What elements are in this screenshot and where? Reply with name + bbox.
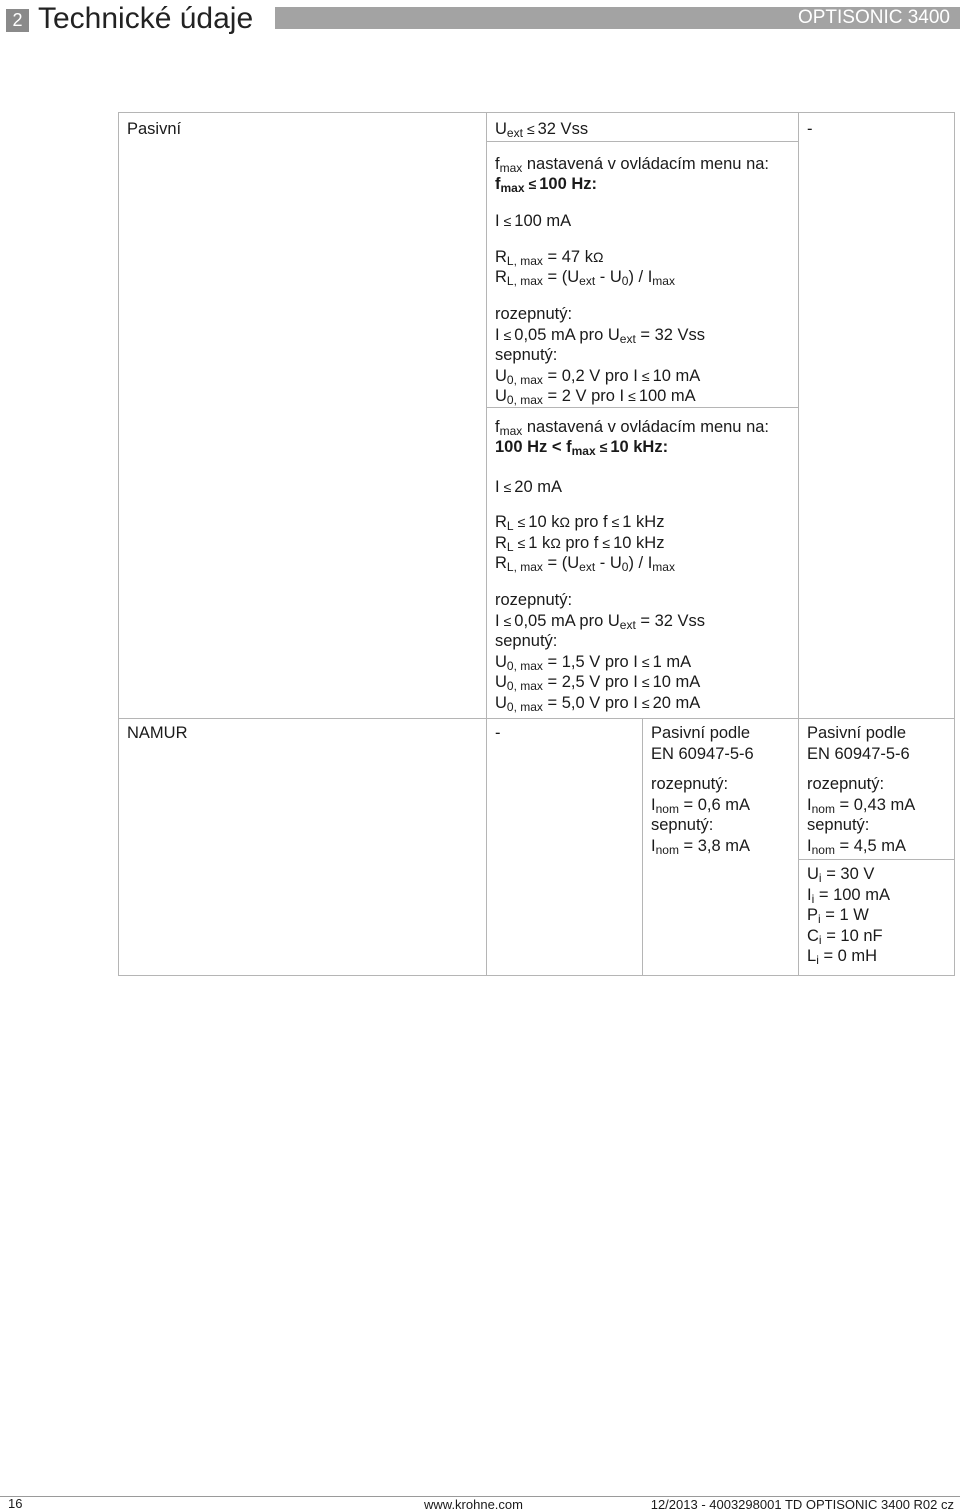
rl-block-1: $R_{L, max} = 47$ kΩ $R_{L, max} = (U_{ext} - U_0) / I_{max}$ [495, 248, 675, 288]
col-divider-2 [642, 718, 643, 976]
chapter-title: Technické údaje [38, 2, 254, 35]
uext-limit: $U_{ext} \le 32$ Vss [495, 120, 589, 140]
page-number: 16 [8, 1496, 23, 1511]
namur-col4-currents: rozepnutý: $I_{nom} = 0,43$ mA sepnutý: $I_{nom} = 4,5$ mA [807, 775, 916, 857]
row-label-namur: NAMUR [127, 724, 188, 742]
col-divider-1 [486, 113, 487, 976]
chapter-number: 2 [6, 9, 29, 32]
namur-col3-currents: rozepnutý: $I_{nom} = 0,6$ mA sepnutý: $I_{nom} = 3,8$ mA [651, 775, 751, 857]
namur-pulse-output: - [495, 724, 501, 742]
product-name: OPTISONIC 3400 [797, 7, 950, 28]
row-label-pasivni: Pasivní [127, 120, 182, 138]
current-limit-100: I ≤ 100 mA [495, 212, 572, 230]
rl-block-2: $R_L \le 10$ kΩ pro f ≤ 1 kHz $R_L \le 1$ kΩ pro f ≤ 10 kHz $R_{L, max} = (U_{ext} - U_0) / I_{max}$ [495, 513, 675, 574]
header-bar [275, 7, 960, 29]
switch-block-1: rozepnutý: I ≤ 0,05 mA pro $U_{ext} = 32$ Vss sepnutý: $U_{0, max} = 0,2$ V pro I ≤ 10 mA $U_{0, max} = 2$ V pro I ≤ 100 mA [495, 305, 706, 407]
pasivni-current-output: - [807, 120, 813, 138]
namur-intrinsic-safety: $U_i = 30$ V $I_i = 100$ mA $P_i = 1$ W $C_i = 10$ nF $L_i = 0$ mH [807, 865, 890, 967]
row-divider [486, 141, 798, 142]
namur-col3-standard: Pasivní podle EN 60947-5-6 [651, 724, 754, 763]
page-footer [0, 1496, 960, 1512]
col-divider-3 [798, 113, 799, 976]
namur-col4-standard: Pasivní podle EN 60947-5-6 [807, 724, 910, 763]
website-link[interactable]: www.krohne.com [424, 1497, 523, 1512]
fmax-block-1: $f_{max}$ nastavená v ovládacím menu na: $f_{max} \le 100$ Hz: [495, 155, 770, 195]
spec-table [118, 112, 955, 976]
page-header [0, 0, 960, 40]
switch-block-2: rozepnutý: I ≤ 0,05 mA pro $U_{ext} = 32$ Vss sepnutý: $U_{0, max} = 1,5$ V pro I ≤ 1 mA $U_{0, max} = 2,5$ V pro I ≤ 10 mA $U_{0, max} = 5,0$ V pro I ≤ 20 mA [495, 591, 706, 714]
row-divider-namur [119, 718, 955, 719]
row-divider [798, 859, 955, 860]
current-limit-20: I ≤ 20 mA [495, 478, 562, 496]
fmax-block-2: $f_{max}$ nastavená v ovládacím menu na: 100 $Hz < f_{max} \le 10$ kHz: [495, 418, 770, 458]
document-id: 12/2013 - 4003298001 TD OPTISONIC 3400 R02 cz [650, 1497, 954, 1512]
row-divider [486, 407, 798, 408]
